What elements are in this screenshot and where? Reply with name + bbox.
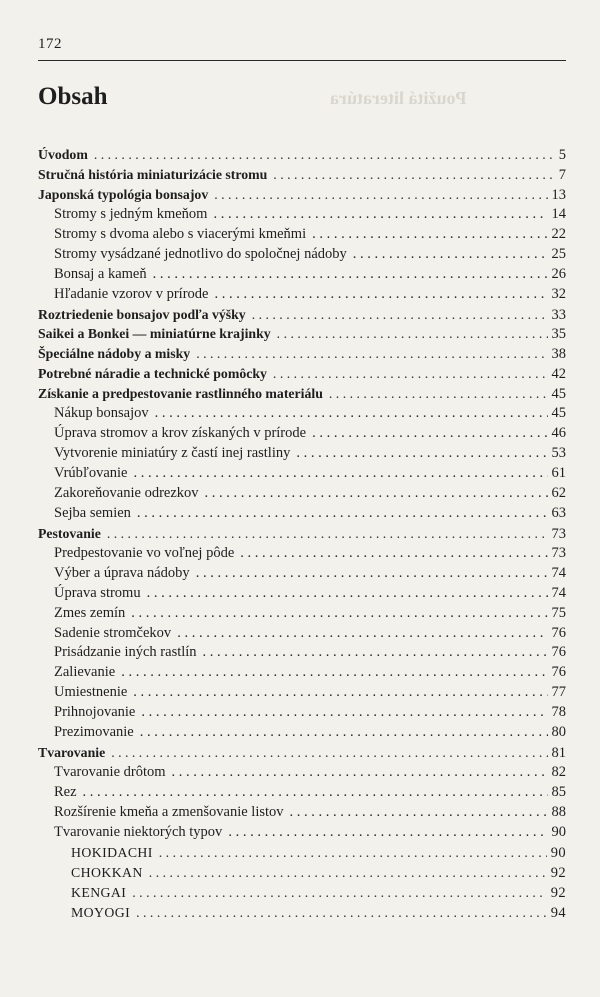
toc-entry-label: HOKIDACHI (71, 844, 153, 860)
toc-entry (38, 863, 566, 883)
toc-entry (38, 165, 566, 185)
toc-entry-page: 25 (551, 245, 566, 262)
toc-entry (38, 324, 566, 344)
toc-entry-label: Hľadanie vzorov v prírode (54, 285, 209, 302)
toc-entry-page: 5 (558, 147, 566, 163)
dot-leader (83, 783, 548, 803)
dot-leader (147, 584, 548, 604)
toc-entry-label: Prihnojovanie (54, 704, 136, 721)
toc-entry (38, 883, 566, 903)
toc-entry-page: 42 (551, 366, 566, 383)
toc-entry (38, 384, 566, 404)
toc-entry-label: Stromy s dvoma alebo s viacerými kmeňmi (54, 225, 307, 242)
dot-leader (153, 265, 548, 285)
toc-entry-page: 76 (551, 664, 566, 681)
dot-leader (214, 185, 547, 205)
toc-entry-label: Stručná história miniaturizácie stromu (38, 166, 268, 182)
toc-entry-page: 74 (551, 564, 566, 581)
dot-leader (353, 245, 548, 265)
toc-entry-page: 33 (551, 306, 566, 323)
toc-entry (38, 703, 566, 723)
dot-leader (177, 624, 547, 644)
toc-entry-label: Získanie a predpestovanie rastlinného materiálu (38, 386, 323, 402)
toc-entry (38, 444, 566, 464)
dot-leader (312, 225, 547, 245)
dot-leader (196, 564, 548, 584)
toc-entry (38, 344, 566, 364)
toc-entry-page: 45 (551, 405, 566, 422)
dot-leader (205, 484, 548, 504)
toc-entry-page: 7 (558, 166, 566, 183)
toc-entry-label: KENGAI (71, 884, 127, 900)
toc-entry-label: Úvodom (38, 147, 88, 162)
toc-entry-label: Výber a úprava nádoby (54, 564, 190, 581)
toc-entry (38, 683, 566, 703)
dot-leader (273, 364, 548, 384)
dot-leader (133, 683, 547, 703)
toc-entry (38, 484, 566, 504)
toc-entry (38, 723, 566, 743)
toc-entry-label: Prezimovanie (54, 724, 134, 741)
toc-entry-label: Zakoreňovanie odrezkov (54, 484, 199, 501)
dot-leader (155, 404, 548, 424)
toc-entry (38, 504, 566, 524)
toc-entry-page: 82 (551, 764, 566, 781)
dot-leader (133, 464, 547, 484)
toc-entry-label: Roztriedenie bonsajov podľa výšky (38, 306, 246, 322)
toc-entry (38, 843, 566, 863)
toc-entry-label: Prisádzanie iných rastlín (54, 644, 197, 661)
toc-entry-page: 75 (551, 604, 566, 621)
toc-entry (38, 305, 566, 325)
dot-leader (290, 803, 548, 823)
dot-leader (196, 344, 547, 364)
toc-entry-label: Umiestnenie (54, 684, 128, 701)
toc-entry (38, 524, 566, 544)
bleed-through-text: Použitá literatúra (330, 88, 467, 108)
toc-entry-label: Sadenie stromčekov (54, 624, 172, 641)
toc-entry-page: 45 (551, 386, 566, 403)
toc-entry-label: Tvarovanie drôtom (54, 764, 166, 781)
dot-leader (213, 205, 547, 225)
dot-leader (131, 604, 547, 624)
toc-entry-label: MOYOGI (71, 904, 131, 920)
toc-entry-page: 78 (551, 704, 566, 721)
toc-entry (38, 624, 566, 644)
dot-leader (252, 305, 548, 325)
toc-entry-page: 73 (551, 544, 566, 561)
dot-leader (94, 145, 555, 165)
toc-entry-page: 63 (551, 504, 566, 521)
dot-leader (111, 743, 547, 763)
toc-entry-page: 77 (551, 684, 566, 701)
toc-entry (38, 464, 566, 484)
dot-leader (312, 424, 547, 444)
toc-entry-page: 22 (551, 225, 566, 242)
dot-leader (203, 643, 548, 663)
toc-entry-page: 53 (551, 445, 566, 462)
toc-entry (38, 643, 566, 663)
toc-entry-label: Japonská typológia bonsajov (38, 186, 209, 202)
toc-entry-label: Špeciálne nádoby a misky (38, 346, 191, 362)
toc-entry (38, 564, 566, 584)
toc-entry-page: 92 (550, 884, 566, 901)
toc-entry-label: Zmes zemín (54, 604, 126, 621)
toc-entry-page: 76 (551, 644, 566, 661)
dot-leader (296, 444, 547, 464)
toc-entry (38, 823, 566, 843)
toc-entry-label: Stromy vysádzané jednotlivo do spoločnej nádoby (54, 245, 347, 262)
toc-entry-label: Nákup bonsajov (54, 405, 149, 422)
toc-entry (38, 424, 566, 444)
toc-entry-label: Úprava stromov a krov získaných v prírode (54, 425, 307, 442)
toc-entry (38, 145, 566, 165)
toc-entry-label: Stromy s jedným kmeňom (54, 205, 208, 222)
toc-entry (38, 584, 566, 604)
toc-entry-label: Rez (54, 784, 77, 800)
toc-entry-page: 74 (551, 584, 566, 601)
toc-entry (38, 185, 566, 205)
toc-entry-label: Predpestovanie vo voľnej pôde (54, 544, 235, 561)
toc-entry (38, 544, 566, 564)
dot-leader (141, 703, 547, 723)
toc-entry (38, 803, 566, 823)
toc-entry-page: 14 (551, 205, 566, 222)
dot-leader (136, 903, 547, 923)
toc-entry (38, 763, 566, 783)
page-title: Obsah (38, 83, 108, 110)
toc-entry-page: 35 (551, 326, 566, 343)
toc-entry-page: 90 (550, 844, 566, 861)
dot-leader (149, 863, 547, 883)
dot-leader (140, 723, 548, 743)
dot-leader (137, 504, 548, 524)
toc-entry-label: Saikei a Bonkei — miniatúrne krajinky (38, 326, 271, 342)
toc-entry-label: Zalievanie (54, 664, 116, 681)
dot-leader (240, 544, 547, 564)
toc-entry (38, 364, 566, 384)
toc-entry-page: 46 (551, 425, 566, 442)
toc-entry (38, 783, 566, 803)
toc-entry (38, 903, 566, 923)
toc-entry-page: 62 (551, 484, 566, 501)
toc-entry-label: Rozšírenie kmeňa a zmenšovanie listov (54, 803, 284, 820)
toc-entry-page: 94 (550, 904, 566, 921)
toc-entry-label: Tvarovanie (38, 745, 106, 761)
toc-entry-page: 81 (551, 745, 566, 762)
dot-leader (214, 285, 547, 305)
toc-entry-page: 90 (551, 823, 566, 840)
toc-entry-page: 38 (551, 346, 566, 363)
dot-leader (132, 883, 546, 903)
toc-entry-label: CHOKKAN (71, 864, 143, 880)
toc-entry (38, 245, 566, 265)
dot-leader (107, 524, 548, 544)
dot-leader (172, 763, 548, 783)
dot-leader (121, 663, 547, 683)
toc-entry-page: 73 (551, 525, 566, 542)
toc-entry-page: 32 (551, 285, 566, 302)
dot-leader (329, 384, 548, 404)
dot-leader (273, 165, 554, 185)
toc-entry-page: 76 (551, 624, 566, 641)
dot-leader (228, 823, 547, 843)
toc-entry-label: Tvarovanie niektorých typov (54, 823, 223, 840)
toc-entry (38, 663, 566, 683)
toc-entry-label: Potrebné náradie a technické pomôcky (38, 366, 267, 382)
toc-entry-page: 92 (550, 864, 566, 881)
toc-entry-page: 13 (551, 186, 566, 203)
toc-entry-label: Sejba semien (54, 504, 131, 521)
toc-entry (38, 743, 566, 763)
toc-entry (38, 404, 566, 424)
toc-entry-label: Vytvorenie miniatúry z častí inej rastliny (54, 445, 291, 462)
toc-entry (38, 604, 566, 624)
toc-entry (38, 225, 566, 245)
toc-entry-label: Pestovanie (38, 525, 101, 541)
toc-entry (38, 285, 566, 305)
table-of-contents (38, 145, 566, 923)
toc-entry-label: Vrúbľovanie (54, 465, 128, 481)
header-rule (38, 60, 566, 61)
toc-entry-label: Bonsaj a kameň (54, 265, 147, 282)
toc-entry-page: 61 (551, 465, 566, 481)
toc-entry-page: 85 (551, 784, 566, 800)
toc-entry (38, 205, 566, 225)
toc-entry-page: 88 (551, 803, 566, 820)
toc-entry (38, 265, 566, 285)
page-number: 172 (38, 36, 62, 52)
dot-leader (277, 324, 548, 344)
toc-entry-label: Úprava stromu (54, 584, 141, 601)
toc-entry-page: 26 (551, 265, 566, 282)
toc-entry-page: 80 (551, 724, 566, 741)
dot-leader (159, 843, 547, 863)
